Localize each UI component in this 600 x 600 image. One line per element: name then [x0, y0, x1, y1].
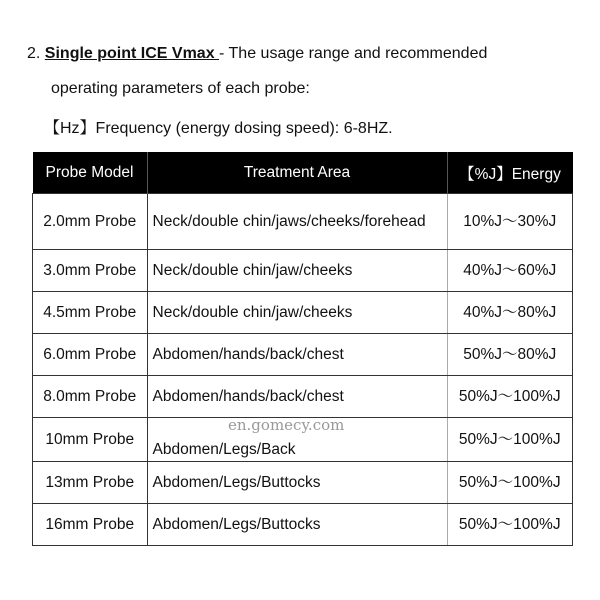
treatment-area-cell: Abdomen/hands/back/chest [147, 334, 447, 376]
frequency-note: 【Hz】Frequency (energy dosing speed): 6-8HZ. [44, 120, 393, 137]
treatment-area-cell: Abdomen/Legs/Buttocks [147, 462, 447, 504]
probe-model-cell: 16mm Probe [33, 504, 148, 546]
probe-model-cell: 13mm Probe [33, 462, 148, 504]
table-row [33, 504, 573, 546]
section-heading-text: - The usage range and recommended [219, 45, 488, 62]
table-row [33, 462, 573, 504]
table-row [33, 250, 573, 292]
header-treatment-area: Treatment Area [147, 152, 447, 194]
treatment-area-cell: Abdomen/Legs/Back [147, 418, 447, 462]
header-energy: 【%J】Energy [447, 152, 573, 194]
energy-cell: 50%J～100%J [447, 418, 573, 462]
probe-model-cell: 4.5mm Probe [33, 292, 148, 334]
table-row [33, 194, 573, 250]
probe-parameters-table [32, 152, 573, 546]
probe-model-cell: 6.0mm Probe [33, 334, 148, 376]
probe-model-cell: 2.0mm Probe [33, 194, 148, 250]
table-row [33, 376, 573, 418]
treatment-area-cell: Neck/double chin/jaw/cheeks [147, 292, 447, 334]
section-title: Single point ICE Vmax [44, 45, 220, 62]
energy-cell: 50%J～100%J [447, 504, 573, 546]
treatment-area-cell: Abdomen/hands/back/chest [147, 376, 447, 418]
header-probe-model: Probe Model [33, 152, 148, 194]
table-row [33, 334, 573, 376]
treatment-area-cell: Neck/double chin/jaws/cheeks/forehead [147, 194, 447, 250]
table-header-row [33, 152, 573, 194]
energy-cell: 40%J～80%J [447, 292, 573, 334]
energy-cell: 10%J～30%J [447, 194, 573, 250]
energy-cell: 50%J～100%J [447, 376, 573, 418]
treatment-area-cell: Abdomen/Legs/Buttocks [147, 504, 447, 546]
section-number: 2. [27, 45, 41, 62]
watermark: en.gomecy.com [228, 416, 345, 434]
energy-cell: 40%J～60%J [447, 250, 573, 292]
energy-cell: 50%J～80%J [447, 334, 573, 376]
probe-model-cell: 10mm Probe [33, 418, 148, 462]
probe-model-cell: 3.0mm Probe [33, 250, 148, 292]
section-subtitle: operating parameters of each probe: [51, 80, 310, 97]
table-row [33, 292, 573, 334]
probe-model-cell: 8.0mm Probe [33, 376, 148, 418]
treatment-area-cell: Neck/double chin/jaw/cheeks [147, 250, 447, 292]
section-heading [27, 45, 487, 63]
energy-cell: 50%J～100%J [447, 462, 573, 504]
